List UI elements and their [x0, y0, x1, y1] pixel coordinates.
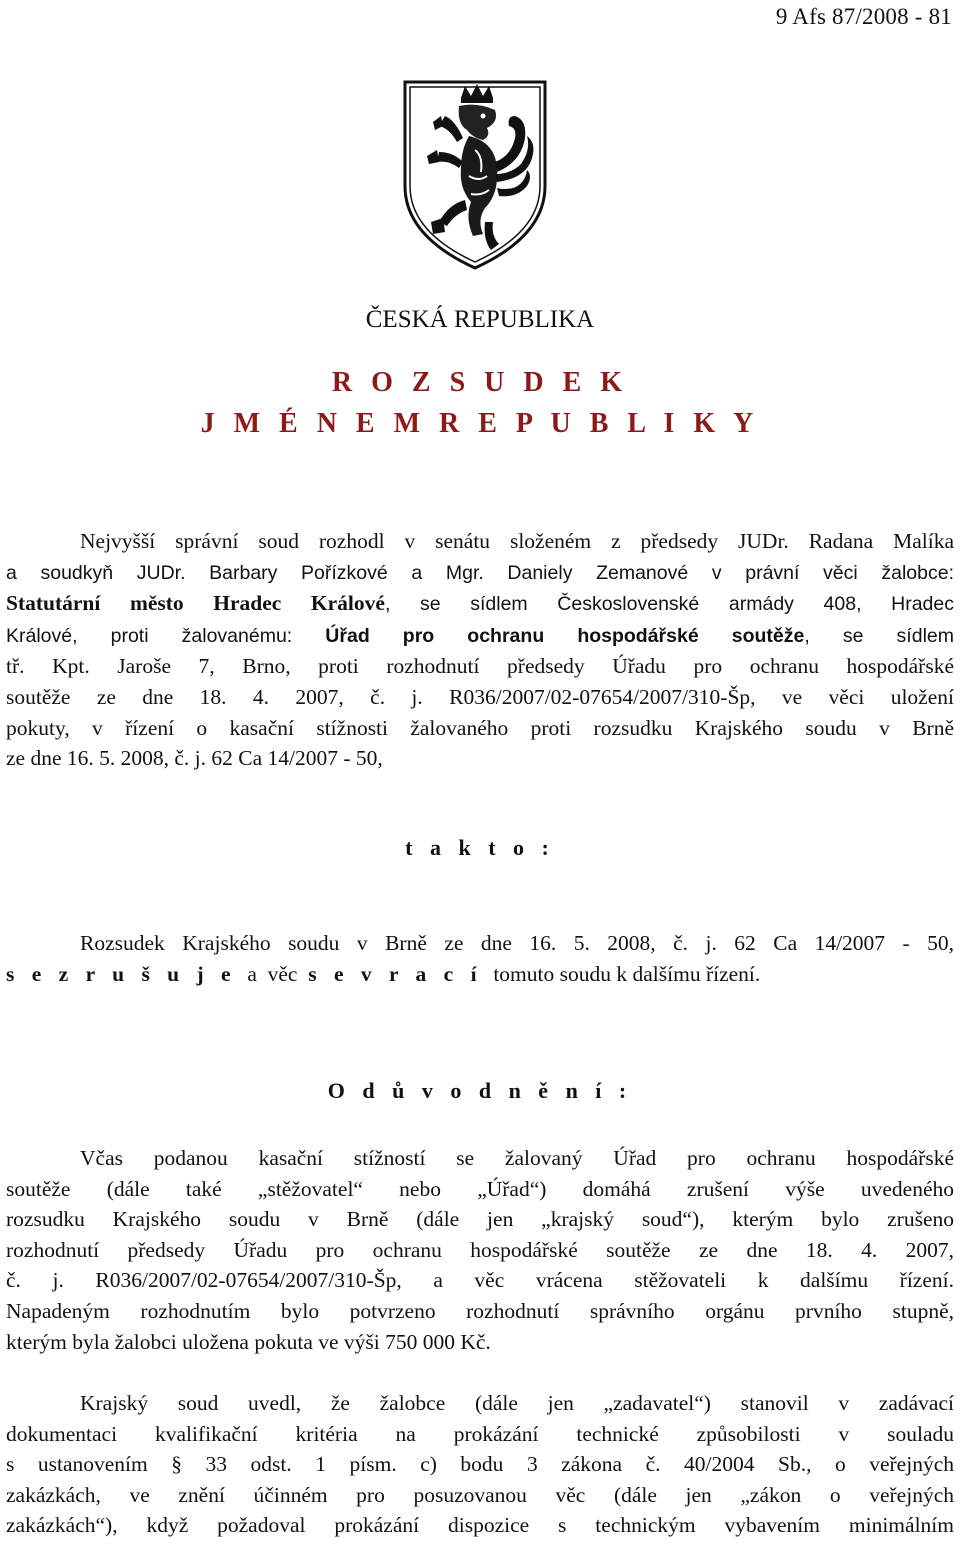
reasoning-heading: O d ů v o d n ě n í :	[327, 1078, 633, 1103]
intro-line-3-rest: , se sídlem Československé armády 408, Hradec	[384, 593, 954, 616]
intro-paragraph	[6, 526, 954, 774]
reasoning-2-line-2: dokumentaci kvalifikační kritéria na prokázání technické způsobilosti v souladu	[6, 1421, 954, 1446]
verdict-line-2	[6, 959, 954, 990]
verdict-line-2-d: tomuto soudu k dalšímu řízení.	[482, 961, 761, 986]
intro-line-3	[6, 588, 954, 620]
intro-line-6: soutěže ze dne 18. 4. 2007, č. j. R036/2007/02-07654/2007/310-Šp, ve věci uložení	[6, 684, 954, 709]
reasoning-1-line-2: soutěže (dále také „stěžovatel“ nebo „Úřad“) domáhá zrušení výše uvedeného	[6, 1176, 954, 1201]
czech-lion-coat-of-arms-icon	[399, 76, 551, 272]
plaintiff-name: Statutární město Hradec Králové	[6, 591, 385, 616]
intro-line-2-text: a soudkyň JUDr. Barbary Pořízkové a Mgr. Daniely Zemanové v právní věci žalobce:	[6, 561, 954, 584]
country-name: ČESKÁ REPUBLIKA	[365, 306, 595, 333]
verdict-heading: R O Z S U D E K	[331, 367, 629, 398]
reasoning-2-line-3: s ustanovením § 33 odst. 1 písm. c) bodu 3 zákona č. 40/2004 Sb., o veřejných	[6, 1452, 954, 1477]
intro-line-7: pokuty, v řízení o kasační stížnosti žalovaného proti rozsudku Krajského soudu v Brně	[6, 715, 954, 740]
defendant-name: Úřad pro ochranu hospodářské soutěže	[325, 624, 805, 647]
intro-line-1: Nejvyšší správní soud rozhodl v senátu složeném z předsedy JUDr. Radana Malíka	[80, 529, 954, 553]
reasoning-paragraph-1	[6, 1143, 954, 1357]
intro-line-8: ze dne 16. 5. 2008, č. j. 62 Ca 14/2007 - 50,	[6, 746, 383, 771]
in-name-of-republic-heading: J M É N E M R E P U B L I K Y	[200, 408, 760, 439]
intro-line-4-a: Králové, proti žalovanému:	[6, 624, 326, 647]
reasoning-2-line-5: zakázkách“), když požadoval prokázání dispozice s technickým vybavením minimálním	[6, 1513, 954, 1538]
takto-heading: t a k t o :	[405, 835, 555, 860]
reasoning-1-line-7: kterým byla žalobci uložena pokuta ve výši 750 000 Kč.	[6, 1329, 491, 1354]
returned-phrase: s e v r a c í	[308, 961, 483, 986]
intro-line-4	[6, 620, 954, 652]
reasoning-2-line-1: Krajský soud uvedl, že žalobce (dále jen „zadavatel“) stanovil v zadávací	[80, 1391, 954, 1415]
intro-line-4-b: , se sídlem	[804, 624, 954, 647]
verdict-line-2-b: a věc	[236, 961, 309, 986]
reasoning-1-line-3: rozsudku Krajského soudu v Brně (dále jen „krajský soud“), kterým bylo zrušeno	[6, 1207, 954, 1232]
intro-line-5: tř. Kpt. Jaroše 7, Brno, proti rozhodnutí předsedy Úřadu pro ochranu hospodářské	[6, 654, 954, 679]
reasoning-2-line-4: zakázkách, ve znění účinném pro posuzovanou věc (dále jen „zákon o veřejných	[6, 1482, 954, 1507]
reasoning-paragraph-2	[6, 1388, 954, 1541]
verdict-line-1: Rozsudek Krajského soudu v Brně ze dne 16. 5. 2008, č. j. 62 Ca 14/2007 - 50,	[80, 931, 954, 955]
intro-line-2	[6, 557, 954, 589]
verdict-paragraph	[6, 928, 954, 989]
reasoning-1-line-1: Včas podanou kasační stížností se žalovaný Úřad pro ochranu hospodářské	[80, 1146, 954, 1170]
case-number: 9 Afs 87/2008 - 81	[775, 4, 952, 29]
reasoning-1-line-4: rozhodnutí předsedy Úřadu pro ochranu hospodářské soutěže ze dne 18. 4. 2007,	[6, 1237, 954, 1262]
reasoning-1-line-5: č. j. R036/2007/02-07654/2007/310-Šp, a věc vrácena stěžovateli k dalšímu řízení.	[6, 1268, 954, 1293]
annulled-phrase: s e z r u š u j e	[6, 961, 237, 986]
reasoning-1-line-6: Napadeným rozhodnutím bylo potvrzeno rozhodnutí správního orgánu prvního stupně,	[6, 1298, 954, 1323]
